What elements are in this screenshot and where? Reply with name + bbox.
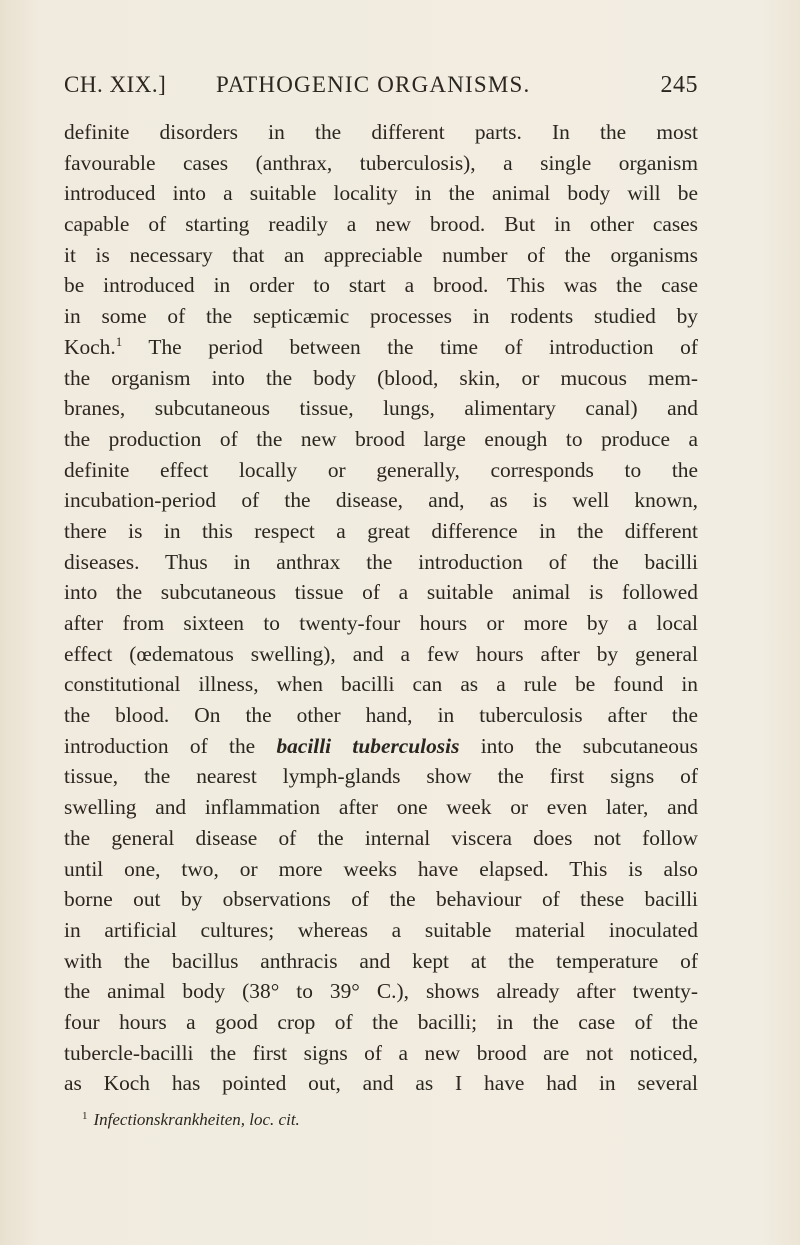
text-line: capable of starting readily a new brood. But in other cases [64,212,698,237]
text-line: the general disease of the internal viscera does not follow [64,825,698,850]
text-segment: The period between the time of introduction of [122,334,698,359]
page-title: PATHOGENIC ORGANISMS. [216,72,531,97]
footnote-reference: 1 [115,333,123,349]
text-line: borne out by observations of the behaviour of these bacilli [64,887,698,912]
text-line: the organism into the body (blood, skin, or mucous mem- [64,365,698,390]
text-line: four hours a good crop of the bacilli; in the case of the [64,1009,698,1034]
text-line: swelling and inflammation after one week or even later, and [64,795,698,820]
text-line: after from sixteen to twenty-four hours or more by a local [64,611,698,635]
text-line: effect (œdematous swelling), and a few hours after by general [64,641,698,666]
text-line: favourable cases (anthrax, tuberculosis), a single organism [64,150,698,175]
chapter-label: CH. XIX.] [64,72,167,97]
text-line: tissue, the nearest lymph-glands show the first signs of [64,764,698,789]
text-line: diseases. Thus in anthrax the introduction of the bacilli [64,549,698,574]
text-line: the blood. On the other hand, in tuberculosis after the [64,703,698,728]
text-line: in some of the septicæmic processes in rodents studied by [64,304,698,329]
text-line: it is necessary that an appreciable number of the organisms [64,242,698,267]
text-line: into the subcutaneous tissue of a suitable animal is followed [64,580,698,605]
page-number: 245 [660,72,698,98]
footnote-text: Infectionskrankheiten, loc. cit. [93,1110,300,1129]
text-line: with the bacillus anthracis and kept at the temperature of [64,948,698,973]
text-line: branes, subcutaneous tissue, lungs, alimentary canal) and [64,396,698,421]
footnote-marker: 1 [82,1110,88,1122]
text-line: incubation-period of the disease, and, as is well known, [64,488,698,513]
text-line: be introduced in order to start a brood. This was the case [64,273,698,298]
text-line: the production of the new brood large enough to produce a [64,426,698,451]
italic-term: bacilli tuberculosis [276,733,460,758]
text-line: as Koch has pointed out, and as I have had in several [64,1071,698,1096]
text-line: until one, two, or more weeks have elapsed. This is also [64,856,698,881]
text-line-with-footnote [64,332,698,363]
running-head [64,72,698,106]
text-line-with-italic [64,731,698,762]
text-line: in artificial cultures; whereas a suitable material inoculated [64,917,698,942]
text-line: definite disorders in the different parts. In the most [64,120,698,144]
body-paragraph [64,117,698,1099]
text-segment: introduction of the [64,733,277,758]
text-line: there is in this respect a great difference in the different [64,518,698,543]
text-line: definite effect locally or generally, corresponds to the [64,457,698,482]
text-segment: into the subcutaneous [459,733,698,758]
text-line: constitutional illness, when bacilli can as a rule be found in [64,672,698,697]
text-line: tubercle-bacilli the first signs of a new brood are not noticed, [64,1040,698,1065]
footnote [82,1110,300,1130]
text-segment: Koch. [64,334,116,359]
text-line: the animal body (38° to 39° C.), shows already after twenty- [64,979,698,1004]
text-line: introduced into a suitable locality in the animal body will be [64,181,698,206]
